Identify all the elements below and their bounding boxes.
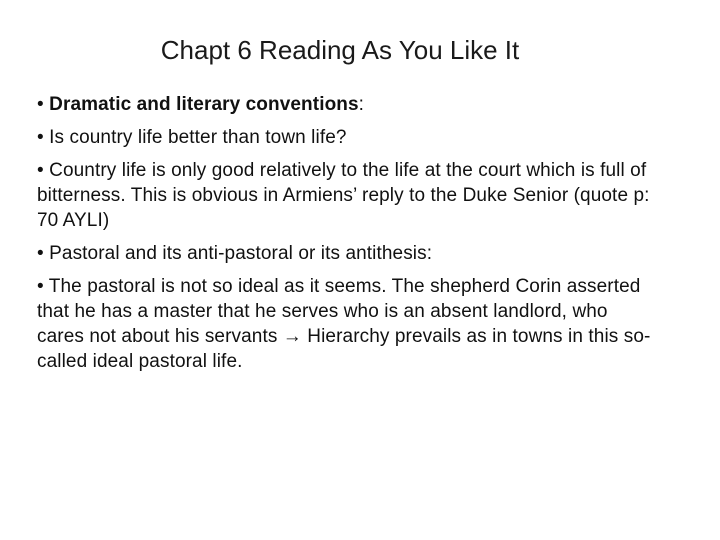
bullet-text: Country life is only good relatively to the life at the court which is full of bitterness. This is obvious in Armiens’ reply to the Duke Senior (quote p: 70 AYLI) [37, 160, 650, 231]
bullet-item-conventions [37, 92, 652, 117]
bullet-text: : [358, 94, 365, 115]
bullet-marker: • [37, 94, 50, 115]
bullet-item-pastoral [37, 241, 652, 266]
bullet-text: Is country life better than town life? [49, 127, 347, 148]
bullet-list [37, 92, 652, 382]
bullet-marker: • [37, 160, 50, 181]
slide-title: Chapt 6 Reading As You Like It [160, 35, 520, 65]
bullet-marker: • [37, 276, 49, 297]
bullet-item-hierarchy [37, 274, 652, 374]
bullet-text: The pastoral is not so ideal as it seems. The shepherd Corin asserted that he has a master that he serves who is an absent landlord, who cares not about his servants → Hierarchy prevails as in towns in this so-called ideal pastoral life. [37, 276, 651, 372]
bullet-marker: • [37, 243, 50, 264]
bullet-text: Pastoral and its anti-pastoral or its antithesis: [49, 243, 433, 264]
bullet-item-court-bitterness [37, 158, 652, 233]
bullet-heading: Dramatic and literary conventions [49, 94, 359, 115]
bullet-item-country-vs-town [37, 125, 652, 150]
bullet-marker: • [37, 127, 50, 148]
